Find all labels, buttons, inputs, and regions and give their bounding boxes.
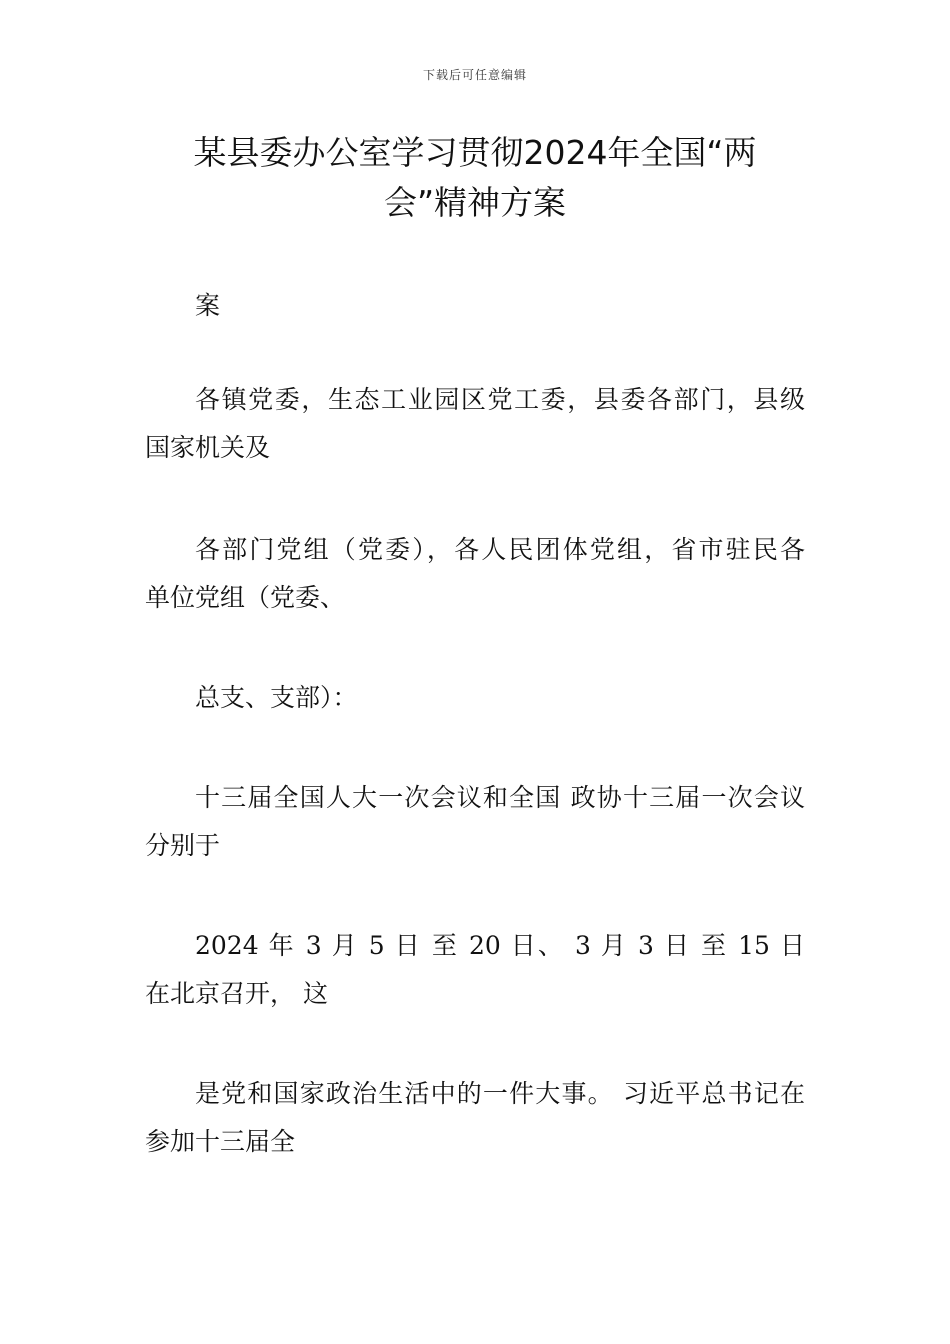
paragraph-line: 是党和国家政治生活中的一件大事。 习近平总书记在 bbox=[195, 1079, 805, 1108]
paragraph-1 bbox=[145, 282, 805, 330]
paragraph-3 bbox=[145, 526, 805, 622]
paragraph-7 bbox=[145, 1070, 805, 1166]
paragraph-line: 总支、支部）： bbox=[195, 683, 358, 712]
paragraph-line: 参加十三届全 bbox=[145, 1127, 296, 1156]
paragraph-line: 在北京召开， 这 bbox=[145, 979, 328, 1008]
paragraph-6 bbox=[145, 922, 805, 1018]
paragraph-line: 单位党组（党委、 bbox=[145, 583, 346, 612]
title-line-2: 会”精神方案 bbox=[383, 183, 567, 222]
paragraph-line: 国家机关及 bbox=[145, 433, 271, 462]
paragraph-5 bbox=[145, 774, 805, 870]
paragraph-line: 各部门党组（党委），各人民团体党组，省市驻民各 bbox=[195, 535, 805, 564]
paragraph-4 bbox=[145, 674, 805, 722]
paragraph-line: 2024 年 3 月 5 日 至 20 日、 3 月 3 日 至 15 日 bbox=[195, 931, 805, 960]
paragraph-2 bbox=[145, 376, 805, 472]
header-note: 下载后可任意编辑 bbox=[422, 68, 527, 82]
document-title bbox=[120, 128, 830, 228]
paragraph-line: 各镇党委，生态工业园区党工委，县委各部门，县级 bbox=[195, 385, 805, 414]
paragraph-line: 十三届全国人大一次会议和全国 政协十三届一次会议 bbox=[195, 783, 805, 812]
paragraph-line: 案 bbox=[195, 291, 221, 320]
title-line-1: 某县委办公室学习贯彻2024年全国“两 bbox=[193, 133, 757, 172]
paragraph-line: 分别于 bbox=[145, 831, 221, 860]
